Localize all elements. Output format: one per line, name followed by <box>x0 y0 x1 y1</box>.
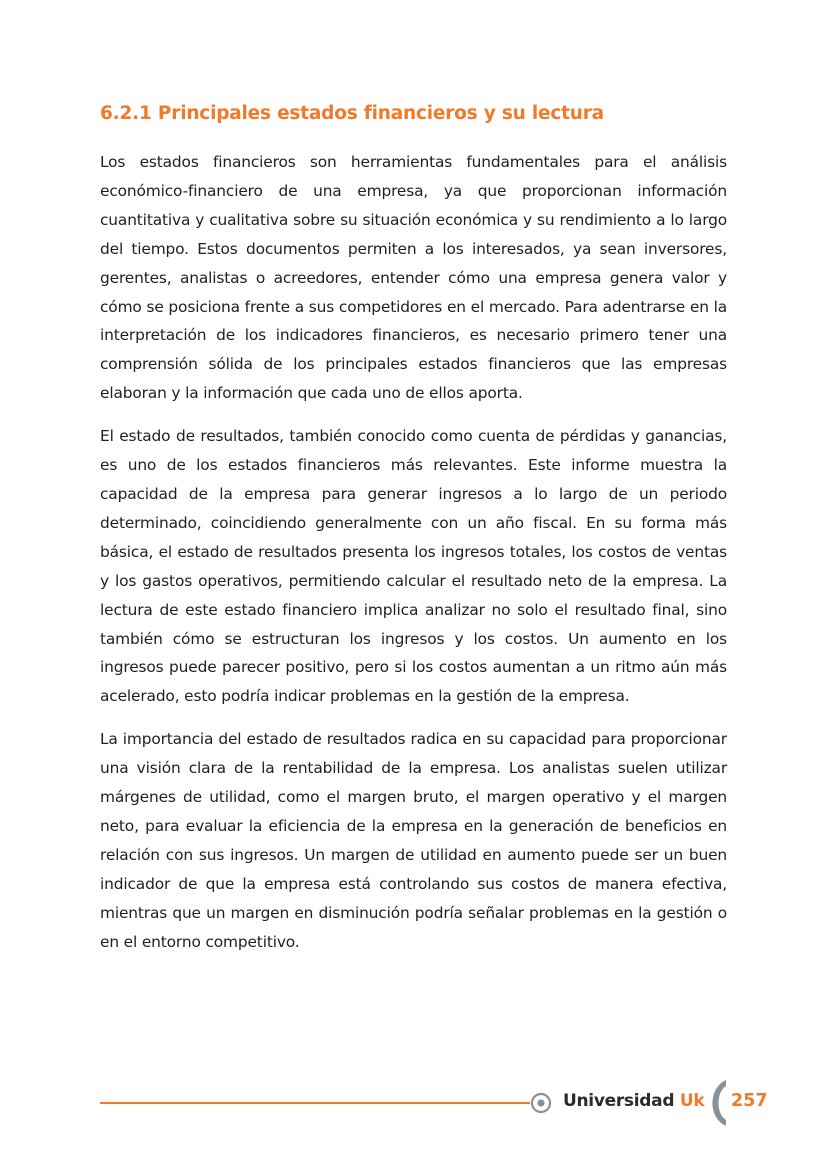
target-circle-icon <box>530 1092 552 1114</box>
bracket-arc-icon <box>704 1078 730 1128</box>
brand-name: Universidad <box>563 1091 675 1111</box>
page-number: 257 <box>731 1091 768 1111</box>
footer-divider-line <box>100 1102 530 1104</box>
body-text <box>100 148 727 970</box>
footer-brand <box>563 1091 704 1111</box>
page-footer <box>100 1078 800 1128</box>
paragraph-3: La importancia del estado de resultados radica en su capacidad para proporcionar una visión clara de la rentabilidad de la empresa. Los analistas suelen utilizar márgenes de utilidad, como el margen bruto, el margen operativo y el margen neto, para evaluar la eficiencia de la empresa en la generación de beneficios en relación con sus ingresos. Un margen de utilidad en aumento puede ser un buen indicador de que la empresa está controlando sus costos de manera efectiva, mientras que un margen en disminución podría señalar problemas en la gestión o en el entorno competitivo. <box>100 730 727 951</box>
paragraph-2: El estado de resultados, también conocido como cuenta de pérdidas y ganancias, es uno de los estados financieros más relevantes. Este informe muestra la capacidad de la empresa para generar ingresos a lo largo de un periodo determinado, coincidiendo generalmente con un año fiscal. En su forma más básica, el estado de resultados presenta los ingresos totales, los costos de ventas y los gastos operativos, permitiendo calcular el resultado neto de la empresa. La lectura de este estado financiero implica analizar no solo el resultado final, sino también cómo se estructuran los ingresos y los costos. Un aumento en los ingresos puede parecer positivo, pero si los costos aumentan a un ritmo aún más acelerado, esto podría indicar problemas en la gestión de la empresa. <box>100 427 727 706</box>
brand-accent: Uk <box>679 1091 705 1111</box>
section-heading: 6.2.1 Principales estados financieros y su lectura <box>100 103 604 124</box>
paragraph-1: Los estados financieros son herramientas fundamentales para el análisis económico-financiero de una empresa, ya que proporcionan información cuantitativa y cualitativa sobre su situación económica y su rendimiento a lo largo del tiempo. Estos documentos permiten a los interesados, ya sean inversores, gerentes, analistas o acreedores, entender cómo una empresa genera valor y cómo se posiciona frente a sus competidores en el mercado. Para adentrarse en la interpretación de los indicadores financieros, es necesario primero tener una comprensión sólida de los principales estados financieros que las empresas elaboran y la información que cada uno de ellos aporta. <box>100 153 727 403</box>
